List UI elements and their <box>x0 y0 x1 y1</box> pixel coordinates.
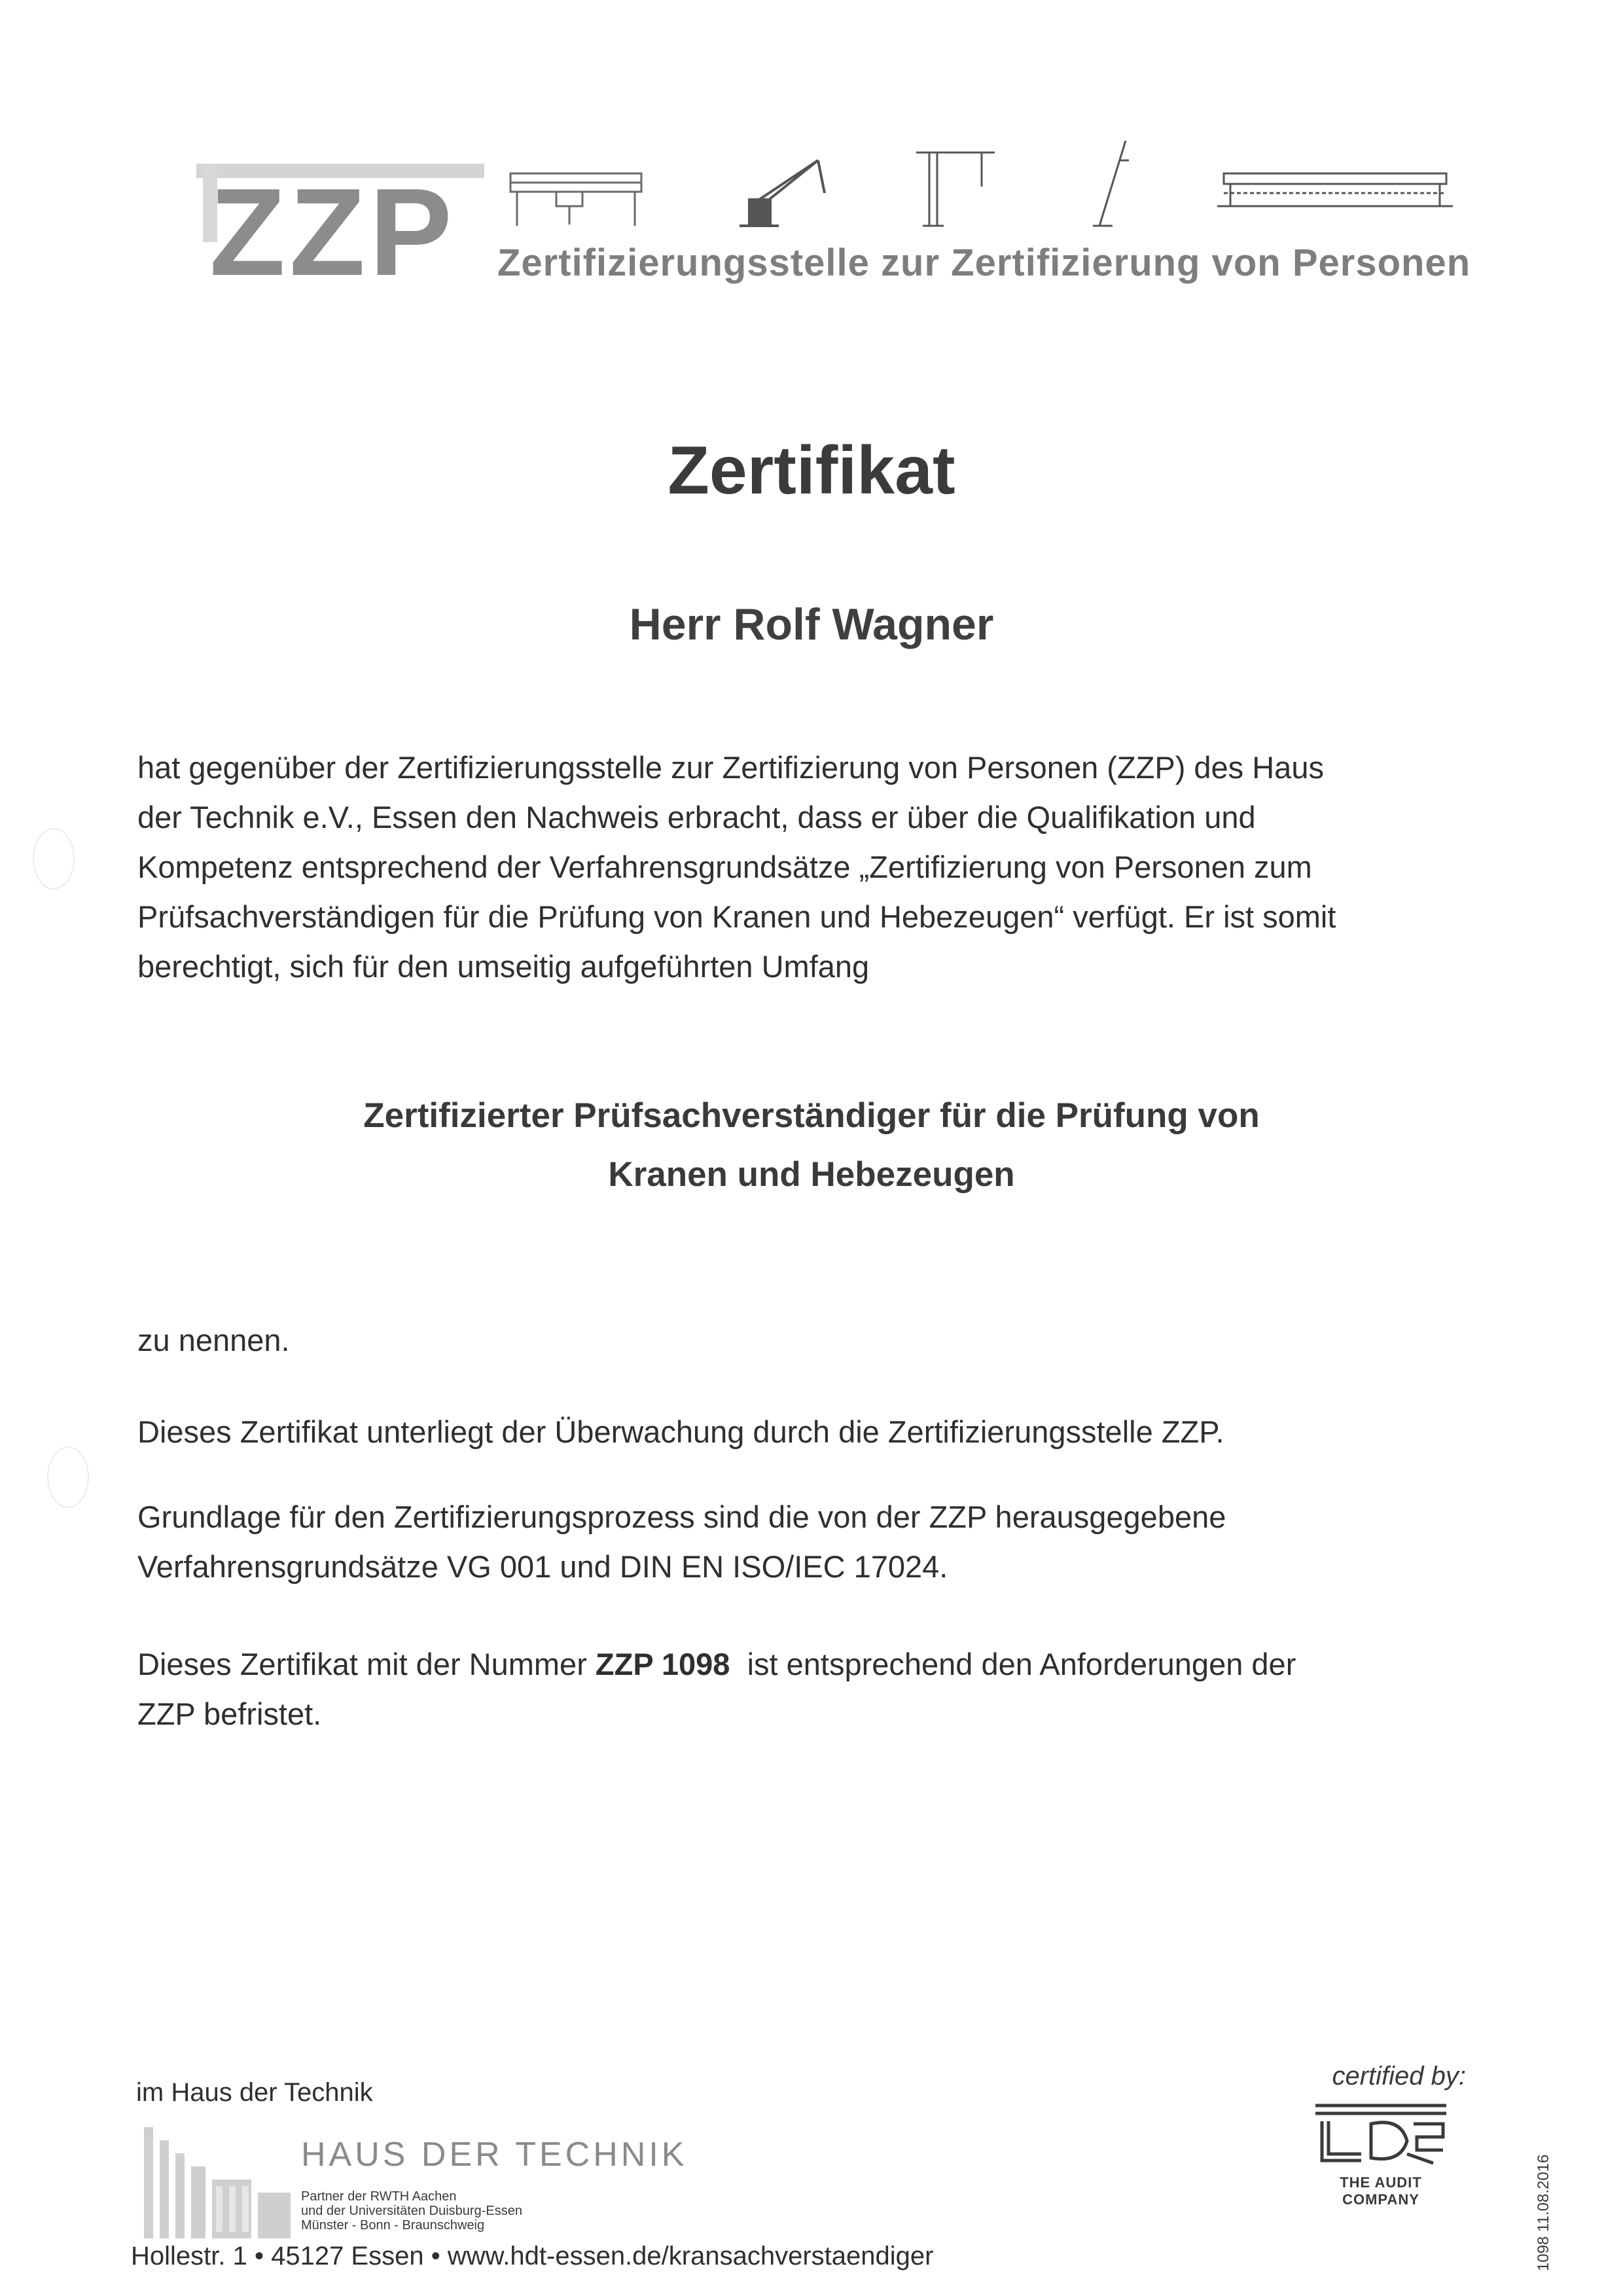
number-line <box>137 1640 1486 1689</box>
hdt-building-logo <box>131 2114 301 2245</box>
gantry-crane-icon <box>1217 173 1453 206</box>
basis-line: Grundlage für den Zertifizierungsprozess sind die von der ZZP herausgegebene <box>137 1499 1226 1534</box>
hdt-partner-line: und der Universitäten Duisburg-Essen <box>301 2204 522 2218</box>
footer-label: im Haus der Technik <box>136 2078 373 2107</box>
header-subtitle: Zertifizierungsstelle zur Zertifizierung von Personen <box>497 242 1471 284</box>
certified-by-label: certified by: <box>1332 2062 1466 2090</box>
intro-line: Prüfsachverständigen für die Prüfung von Kranen und Hebezeugen“ verfügt. Er ist somit <box>137 899 1336 934</box>
number-prefix: Dieses Zertifikat mit der Nummer <box>137 1647 596 1681</box>
hdt-partner <box>301 2189 522 2233</box>
dqs-logo <box>1309 2098 1453 2170</box>
punch-hole-top <box>33 828 75 889</box>
certificate-title: Zertifikat <box>668 433 955 509</box>
crane-illustrations <box>497 134 1453 232</box>
basis-paragraph <box>137 1492 1486 1592</box>
jib-crane-icon <box>1093 141 1129 226</box>
intro-line: hat gegenüber der Zertifizierungsstelle zur Zertifizierung von Personen (ZZP) des Haus <box>137 750 1324 785</box>
qualification-line: Kranen und Hebezeugen <box>608 1155 1015 1194</box>
qualification-title <box>0 1086 1623 1204</box>
basis-line: Verfahrensgrundsätze VG 001 und DIN EN ISO/IEC 17024. <box>137 1549 948 1584</box>
intro-line: Kompetenz entsprechend der Verfahrensgrundsätze „Zertifizierung von Personen zum <box>137 850 1312 884</box>
tower-crane-icon <box>916 152 995 226</box>
intro-paragraph <box>137 743 1486 992</box>
qualification-line: Zertifizierter Prüfsachverständiger für die Prüfung von <box>363 1096 1260 1135</box>
number-suffix: ist entsprechend den Anforderungen der <box>730 1647 1296 1681</box>
intro-line: berechtigt, sich für den umseitig aufgeführten Umfang <box>137 949 870 984</box>
certificate-number: ZZP 1098 <box>595 1647 730 1681</box>
intro-line: der Technik e.V., Essen den Nachweis erbracht, dass er über die Qualifikation und <box>137 800 1256 834</box>
number-line-2: ZZP befristet. <box>137 1696 322 1731</box>
zzp-logo <box>196 164 471 301</box>
number-paragraph <box>137 1640 1486 1739</box>
ship-crane-icon <box>740 160 825 226</box>
hdt-partner-line: Partner der RWTH Aachen <box>301 2189 457 2204</box>
hdt-name: HAUS DER TECHNIK <box>301 2136 688 2174</box>
logo-text: ZZP <box>209 163 456 302</box>
dqs-tagline: THE AUDIT COMPANY <box>1340 2174 1422 2208</box>
nennen-text: zu nennen. <box>137 1323 290 1357</box>
footer-address: Hollestr. 1 • 45127 Essen • www.hdt-essen.de/kransachverstaendiger <box>131 2242 934 2270</box>
recipient-name: Herr Rolf Wagner <box>629 600 994 649</box>
overhead-crane-icon <box>510 173 641 226</box>
hdt-partner-line: Münster - Bonn - Braunschweig <box>301 2218 485 2233</box>
punch-hole-bottom <box>47 1446 89 1508</box>
side-document-code: 1098 11.08.2016 <box>1535 2154 1552 2271</box>
monitoring-paragraph: Dieses Zertifikat unterliegt der Überwachung durch die Zertifizierungsstelle ZZP. <box>137 1414 1224 1449</box>
